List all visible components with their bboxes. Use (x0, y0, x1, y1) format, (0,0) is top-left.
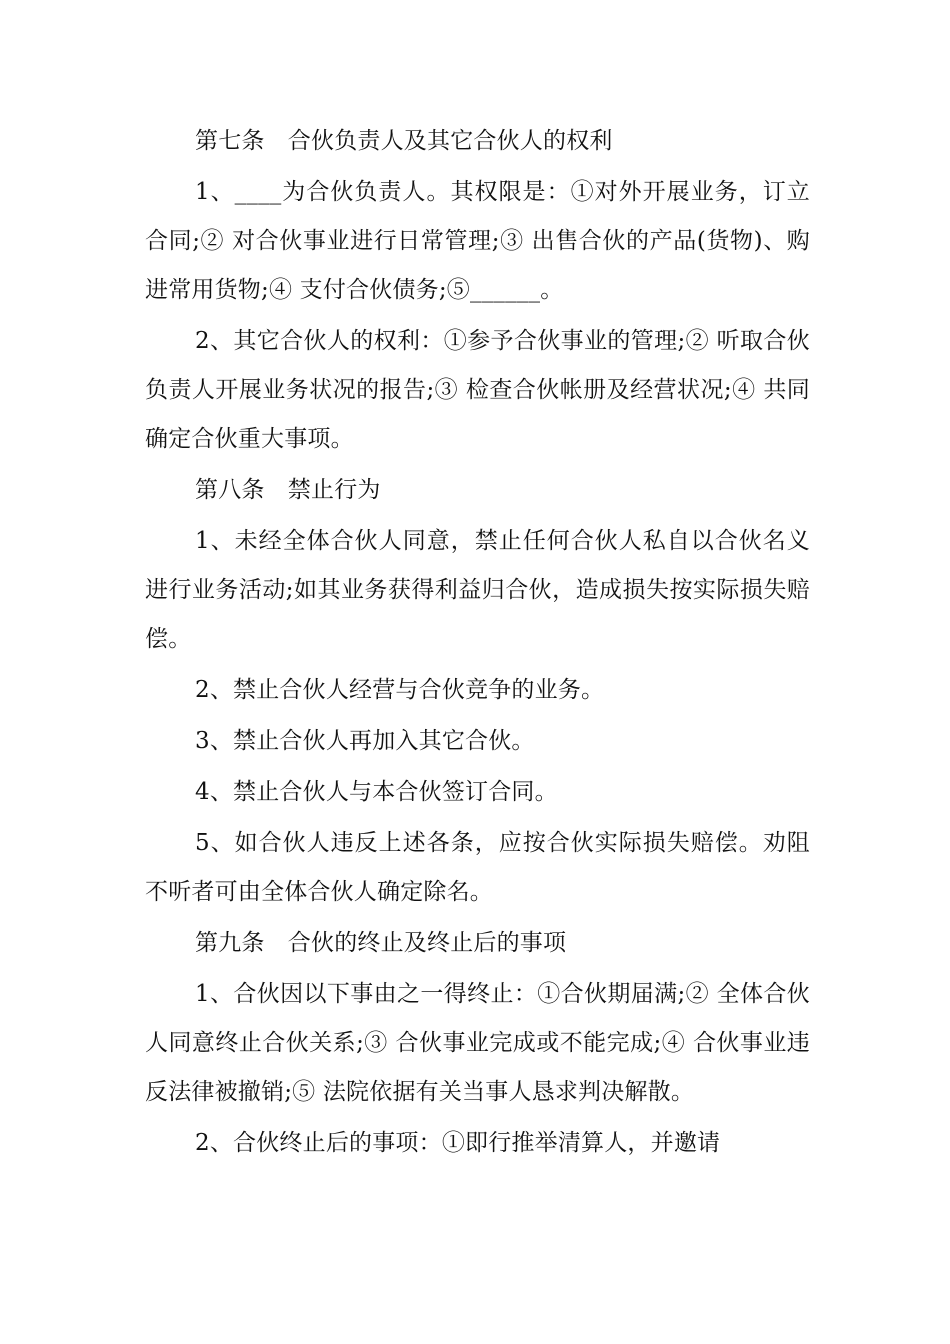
article-8-clause-3: 3、禁止合伙人再加入其它合伙。 (195, 728, 535, 754)
article-9-clause-1: 1、合伙因以下事由之一得终止：①合伙期届满;② 全体合伙人同意终止合伙关系;③ 合伙事业完成或不能完成;④ 合伙事业违反法律被撤销;⑤ 法院依据有关当事人恳求判决解散。 (145, 981, 810, 1105)
article-8-heading: 第八条 禁止行为 (195, 477, 381, 503)
article-7-heading: 第七条 合伙负责人及其它合伙人的权利 (195, 128, 613, 154)
article-7-clause-1: 1、____为合伙负责人。其权限是：①对外开展业务，订立合同;② 对合伙事业进行日常管理;③ 出售合伙的产品(货物)、购进常用货物;④ 支付合伙债务;⑤______。 (145, 179, 810, 303)
document-body (145, 117, 810, 1170)
article-8-clause-1: 1、未经全体合伙人同意，禁止任何合伙人私自以合伙名义进行业务活动;如其业务获得利益归合伙，造成损失按实际损失赔偿。 (145, 528, 810, 652)
article-8-clause-2: 2、禁止合伙人经营与合伙竞争的业务。 (195, 677, 605, 703)
article-9-heading: 第九条 合伙的终止及终止后的事项 (195, 930, 567, 956)
article-8-clause-5: 5、如合伙人违反上述各条，应按合伙实际损失赔偿。劝阻不听者可由全体合伙人确定除名。 (145, 830, 810, 905)
article-9-clause-2: 2、合伙终止后的事项：①即行推举清算人，并邀请 (195, 1130, 721, 1156)
article-7-clause-2: 2、其它合伙人的权利：①参予合伙事业的管理;② 听取合伙负责人开展业务状况的报告;③ 检查合伙帐册及经营状况;④ 共同确定合伙重大事项。 (145, 328, 810, 452)
article-8-clause-4: 4、禁止合伙人与本合伙签订合同。 (195, 779, 558, 805)
